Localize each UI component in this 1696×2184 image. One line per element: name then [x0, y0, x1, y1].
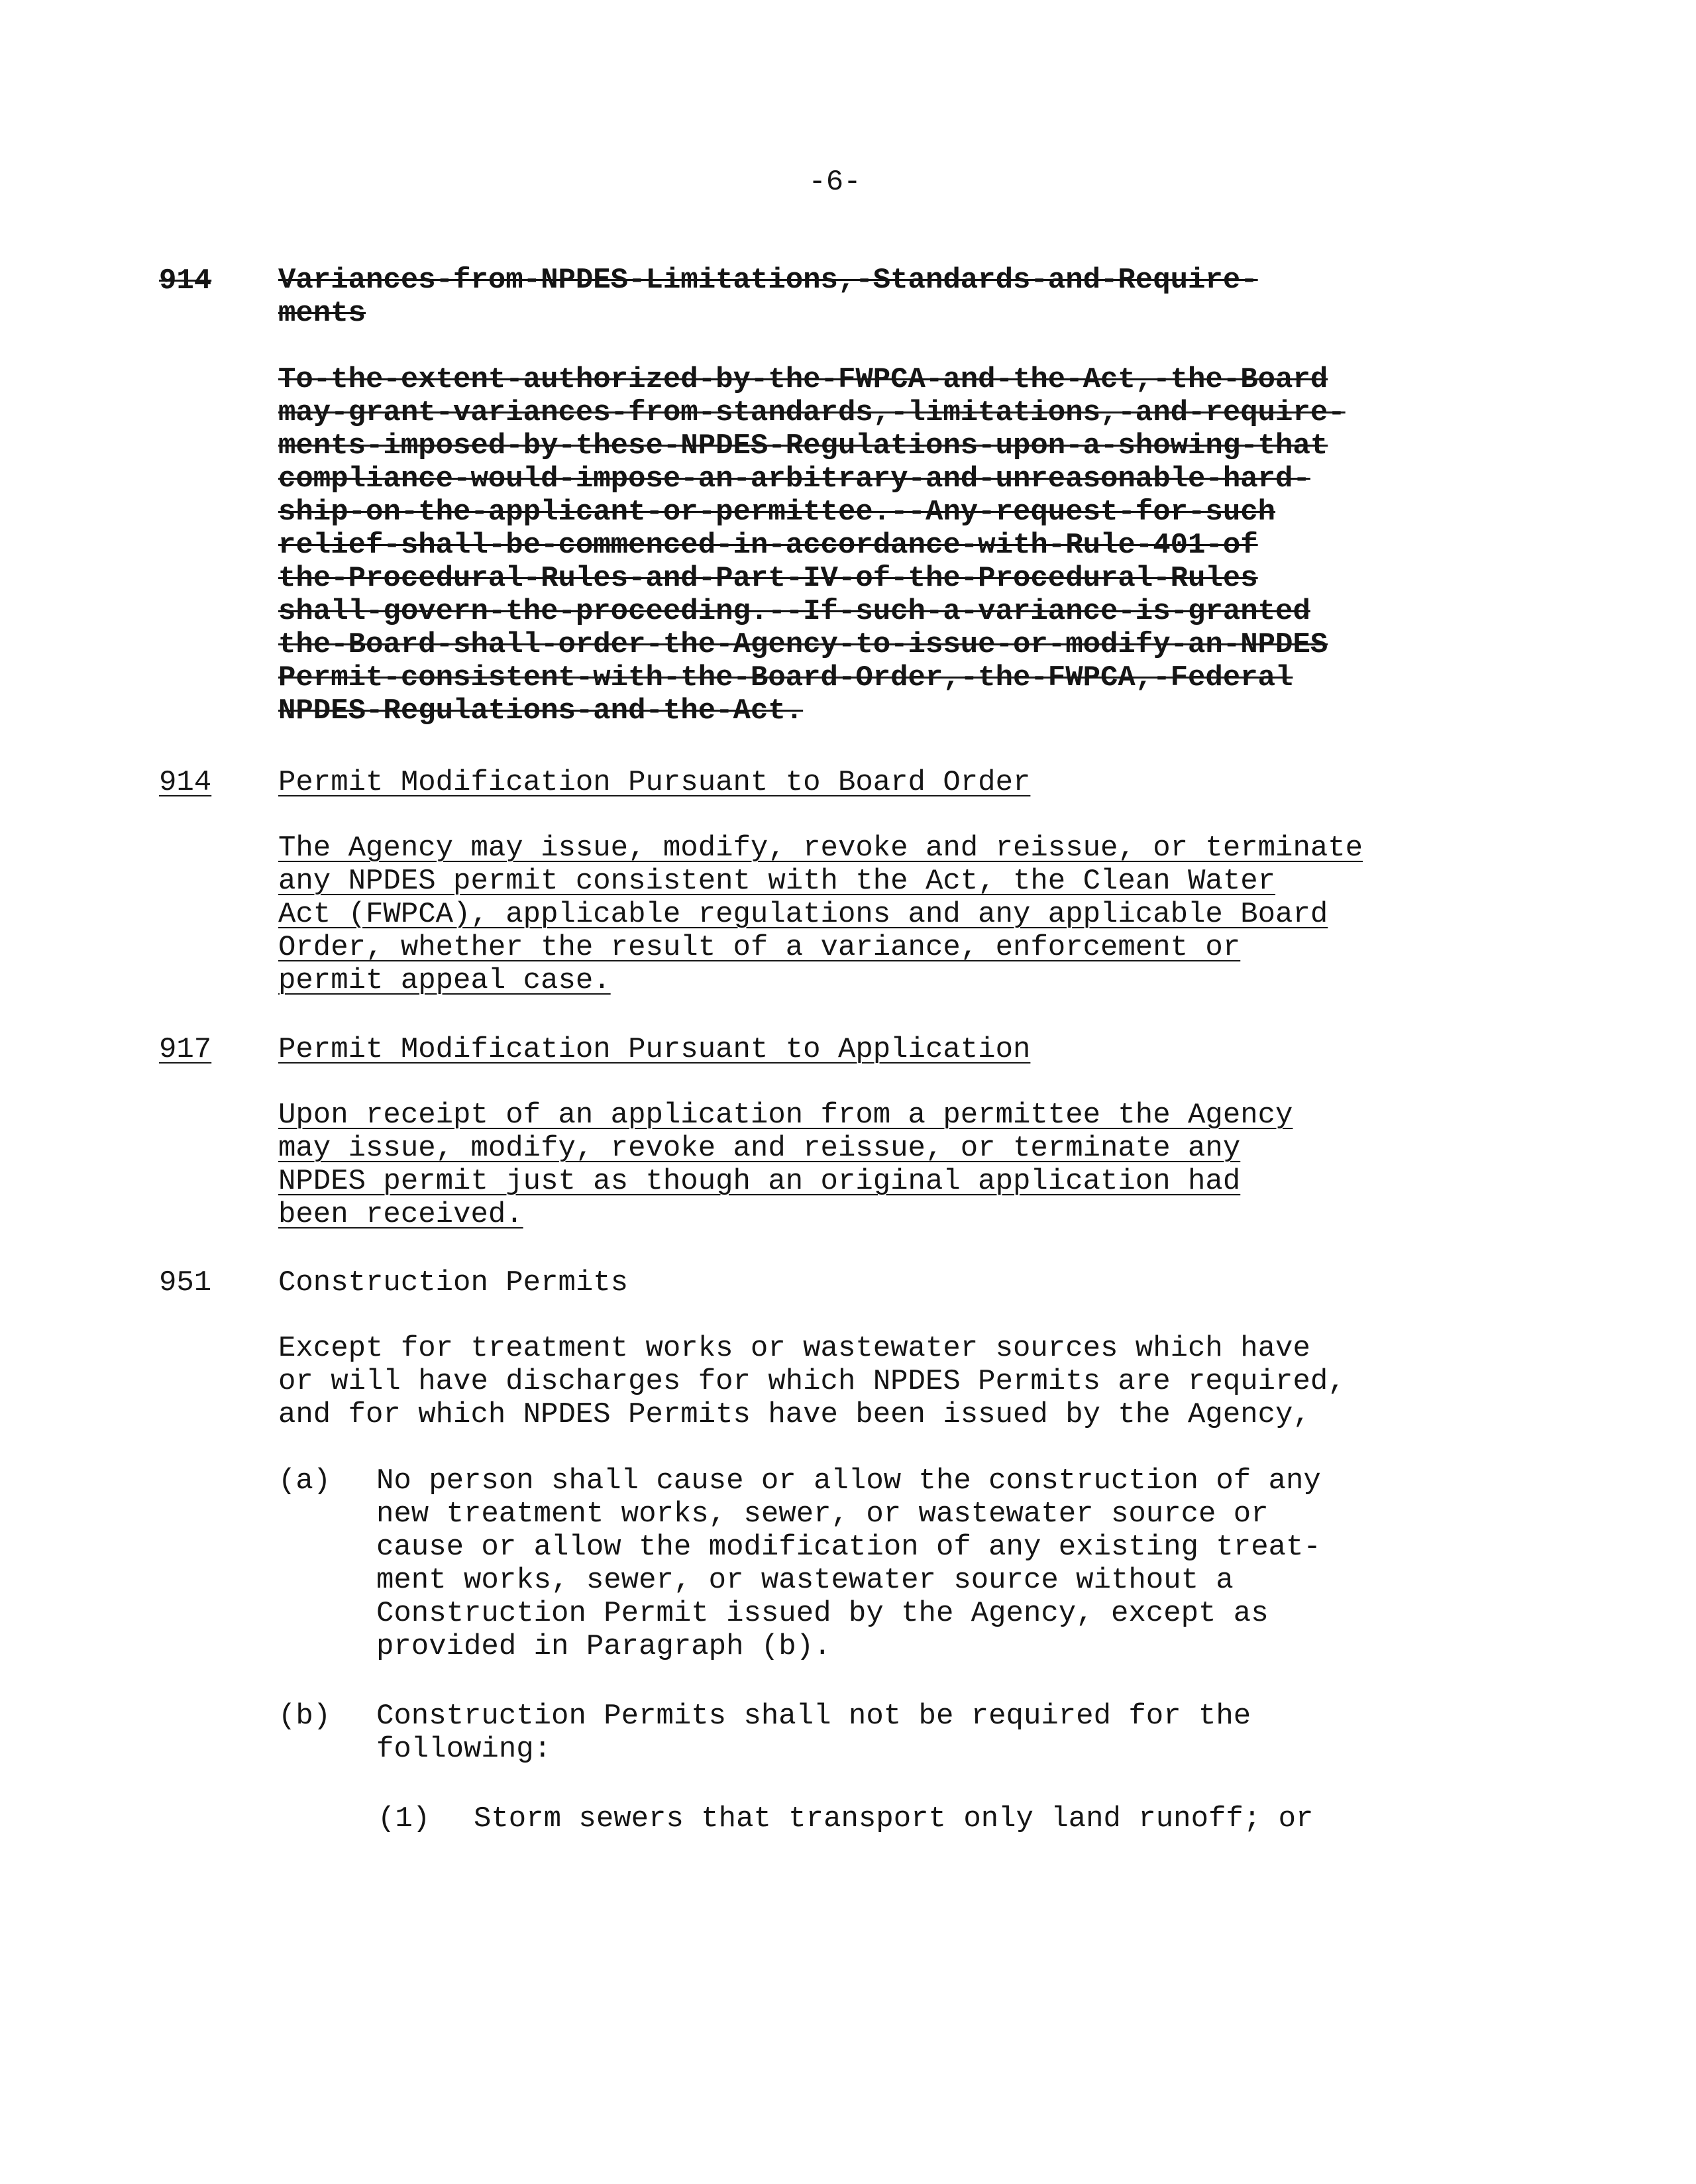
- section-heading: Construction Permits: [278, 1266, 629, 1299]
- section-body: [278, 363, 1346, 728]
- paragraph-label: (a): [278, 1464, 331, 1498]
- heading-line: Variances-from-NPDES-Limitations,-Standards-and-Require-: [278, 264, 1258, 297]
- paragraph-text: [376, 1700, 1251, 1766]
- section-917: [159, 1032, 1537, 1244]
- body-line: cause or allow the modification of any existing treat-: [376, 1531, 1321, 1564]
- body-line: been received.: [278, 1198, 523, 1231]
- body-line: Act (FWPCA), applicable regulations and any applicable Board: [278, 898, 1328, 931]
- body-line: ment works, sewer, or wastewater source without a: [376, 1564, 1234, 1597]
- section-number: 914: [159, 766, 212, 799]
- section-914: [159, 765, 1537, 1004]
- page-number: -6-: [808, 166, 861, 199]
- section-number: 917: [159, 1033, 212, 1066]
- paragraph-text: [376, 1464, 1321, 1663]
- section-heading: Permit Modification Pursuant to Board Order: [278, 766, 1031, 799]
- paragraph-label: (b): [278, 1700, 331, 1733]
- section-heading: Permit Modification Pursuant to Application: [278, 1033, 1031, 1066]
- body-line: Storm sewers that transport only land runoff; or: [474, 1802, 1314, 1835]
- section-intro: [278, 1332, 1346, 1431]
- body-line: ments-imposed-by-these-NPDES-Regulations-upon-a-showing-that: [278, 429, 1328, 463]
- section-951: [159, 1266, 1537, 1862]
- body-line: No person shall cause or allow the construction of any: [376, 1464, 1321, 1498]
- body-line: permit appeal case.: [278, 964, 611, 997]
- section-heading: [278, 264, 1258, 330]
- paragraph-label: (1): [378, 1802, 431, 1835]
- body-line: may issue, modify, revoke and reissue, or terminate any: [278, 1132, 1241, 1165]
- heading-line: ments: [278, 297, 366, 330]
- section-body: [278, 832, 1363, 997]
- body-line: relief-shall-be-commenced-in-accordance-with-Rule-401-of: [278, 529, 1258, 562]
- body-line: the-Board-shall-order-the-Agency-to-issue-or-modify-an-NPDES: [278, 628, 1328, 661]
- body-line: compliance-would-impose-an-arbitrary-and-unreasonable-hard-: [278, 463, 1310, 496]
- body-line: provided in Paragraph (b).: [376, 1630, 831, 1663]
- section-number: 914: [159, 264, 212, 298]
- body-line: or will have discharges for which NPDES Permits are required,: [278, 1365, 1346, 1398]
- body-line: the-Procedural-Rules-and-Part-IV-of-the-Procedural-Rules: [278, 562, 1258, 595]
- body-line: may-grant-variances-from-standards,-limitations,-and-require-: [278, 396, 1346, 429]
- body-line: Construction Permits shall not be required for the: [376, 1700, 1251, 1733]
- body-line: To-the-extent-authorized-by-the-FWPCA-and-the-Act,-the-Board: [278, 363, 1328, 396]
- body-line: The Agency may issue, modify, revoke and reissue, or terminate: [278, 832, 1363, 865]
- body-line: new treatment works, sewer, or wastewater source or: [376, 1498, 1269, 1531]
- body-line: Except for treatment works or wastewater sources which have: [278, 1332, 1310, 1365]
- section-body: [278, 1099, 1293, 1231]
- body-line: Permit-consistent-with-the-Board-Order,-the-FWPCA,-Federal: [278, 661, 1293, 694]
- body-line: shall-govern-the-proceeding.--If-such-a-variance-is-granted: [278, 595, 1310, 628]
- section-number: 951: [159, 1266, 212, 1299]
- body-line: any NPDES permit consistent with the Act, the Clean Water: [278, 865, 1276, 898]
- paragraph-text: [474, 1802, 1313, 1835]
- body-line: Upon receipt of an application from a permittee the Agency: [278, 1099, 1293, 1132]
- body-line: following:: [376, 1733, 552, 1766]
- body-line: Order, whether the result of a variance, enforcement or: [278, 931, 1241, 964]
- body-line: Construction Permit issued by the Agency, except as: [376, 1597, 1269, 1630]
- body-line: NPDES permit just as though an original application had: [278, 1165, 1241, 1198]
- section-914-deleted: [159, 264, 1537, 728]
- body-line: ship-on-the-applicant-or-permittee.--Any-request-for-such: [278, 496, 1276, 529]
- body-line: and for which NPDES Permits have been issued by the Agency,: [278, 1398, 1310, 1431]
- body-line: NPDES-Regulations-and-the-Act.: [278, 694, 804, 728]
